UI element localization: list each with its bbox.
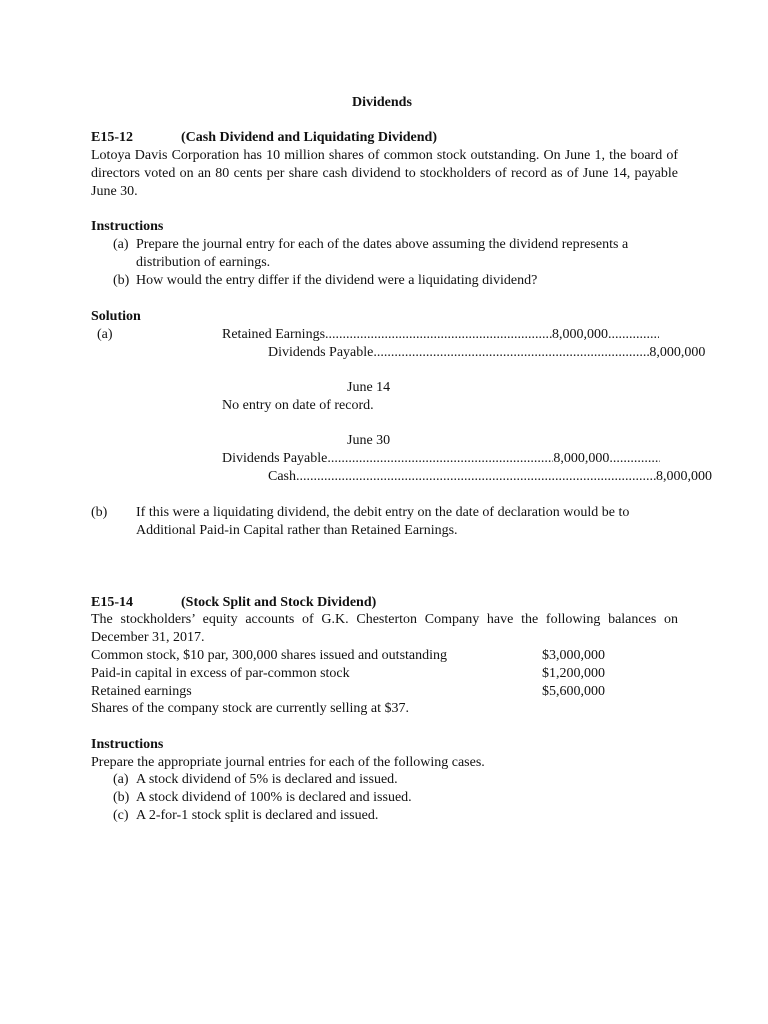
balance-amount-common-stock: $3,000,000 xyxy=(542,648,605,663)
case-text-c: A 2-for-1 stock split is declared and issued. xyxy=(136,808,379,823)
exercise-body-e1514: The stockholders’ equity accounts of G.K. Chesterton Company have the following balances on December 31, 2017. xyxy=(91,612,678,645)
case-marker-a: (a) xyxy=(113,772,129,787)
solution-marker-a: (a) xyxy=(97,327,113,342)
balance-label-retained-earnings: Retained earnings xyxy=(91,684,192,699)
account-name: Retained Earnings xyxy=(222,327,326,342)
leader-dots xyxy=(373,344,649,362)
balance-label-common-stock: Common stock, $10 par, 300,000 shares issued and outstanding xyxy=(91,648,448,663)
credit-amount: 8,000,000 xyxy=(656,469,712,484)
leader-dots xyxy=(327,450,553,468)
account-name: Dividends Payable xyxy=(268,345,374,360)
instructions-intro-e1514: Prepare the appropriate journal entries for each of the following cases. xyxy=(91,755,485,770)
entry-note-no-entry: No entry on date of record. xyxy=(222,398,374,413)
exercise-body-e1512: Lotoya Davis Corporation has 10 million shares of common stock outstanding. On June 1, the board of directors voted on an 80 cents per share cash dividend to stockholders of record as of June 14, payable June 30. xyxy=(91,148,678,199)
entry-date-june-14: June 14 xyxy=(347,380,391,395)
case-marker-c: (c) xyxy=(113,808,129,823)
instruction-marker-a: (a) xyxy=(113,237,129,252)
solution-text-b-cont: Additional Paid-in Capital rather than Retained Earnings. xyxy=(136,523,458,538)
instructions-heading-e1514: Instructions xyxy=(91,737,164,752)
leader-dots xyxy=(608,326,659,344)
instruction-text-b: How would the entry differ if the dividend were a liquidating dividend? xyxy=(136,273,538,288)
journal-entry-debit-dividends-payable xyxy=(222,450,660,468)
instruction-text-a: Prepare the journal entry for each of the dates above assuming the dividend represents a xyxy=(136,237,629,252)
case-text-b: A stock dividend of 100% is declared and issued. xyxy=(136,790,412,805)
leader-dots xyxy=(609,450,660,468)
debit-amount: 8,000,000 xyxy=(553,451,610,466)
leader-dots xyxy=(325,326,552,344)
stock-price-note: Shares of the company stock are currently selling at $37. xyxy=(91,701,410,716)
instruction-text-a-cont: distribution of earnings. xyxy=(136,255,271,270)
solution-heading: Solution xyxy=(91,309,141,324)
case-marker-b: (b) xyxy=(113,790,130,805)
instructions-heading-e1512: Instructions xyxy=(91,219,164,234)
page-title: Dividends xyxy=(352,95,412,110)
exercise-heading-e1514: (Stock Split and Stock Dividend) xyxy=(181,595,377,610)
journal-entry-debit-retained-earnings xyxy=(222,326,659,344)
balance-label-paid-in-capital: Paid-in capital in excess of par-common stock xyxy=(91,666,350,681)
credit-amount: 8,000,000 xyxy=(649,345,706,360)
case-text-a: A stock dividend of 5% is declared and issued. xyxy=(136,772,398,787)
exercise-code-e1512: E15-12 xyxy=(91,130,133,145)
solution-marker-b: (b) xyxy=(91,505,108,520)
balance-amount-paid-in-capital: $1,200,000 xyxy=(542,666,605,681)
debit-amount: 8,000,000 xyxy=(552,327,609,342)
exercise-code-e1514: E15-14 xyxy=(91,595,133,610)
exercise-heading-e1512: (Cash Dividend and Liquidating Dividend) xyxy=(181,130,437,145)
solution-text-b: If this were a liquidating dividend, the debit entry on the date of declaration would be to xyxy=(136,505,630,520)
leader-dots xyxy=(296,468,656,486)
account-name: Cash xyxy=(268,469,296,484)
instruction-marker-b: (b) xyxy=(113,273,130,288)
journal-entry-credit-cash xyxy=(268,468,712,486)
entry-date-june-30: June 30 xyxy=(347,433,391,448)
balance-amount-retained-earnings: $5,600,000 xyxy=(542,684,605,699)
account-name: Dividends Payable xyxy=(222,451,328,466)
journal-entry-credit-dividends-payable xyxy=(268,344,705,362)
